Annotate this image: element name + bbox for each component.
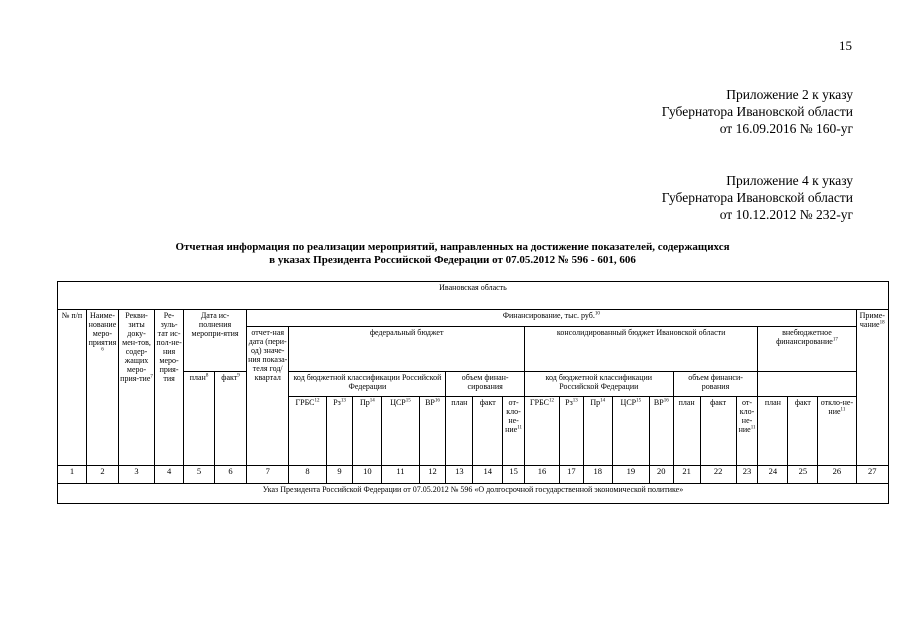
section-decree-row: Указ Президента Российской Федерации от 07.05.2012 № 596 «О долгосрочной государственной экономической политике» <box>58 484 889 504</box>
header-cons-rz: $Рз^{13}$ <box>560 397 584 466</box>
column-number: 16 <box>524 466 559 484</box>
header-cons-volume: объем финанси-рования <box>673 372 758 397</box>
header-num: № п/п <box>58 310 87 466</box>
header-fed-deviation: от-кло-не-ние$^{11}$ <box>503 397 525 466</box>
region-header: Ивановская область <box>58 282 889 310</box>
column-number: 22 <box>700 466 736 484</box>
appendix-2-line-2: Губернатора Ивановской области <box>661 190 853 205</box>
column-number: 18 <box>583 466 612 484</box>
appendix-1-line-3: от 16.09.2016 № 160-уг <box>719 121 853 136</box>
column-number: 1 <box>58 466 87 484</box>
header-date-fact: факт$^9$ <box>215 372 247 466</box>
header-name: Наиме-нование меро-приятия$^6$ <box>86 310 118 466</box>
header-fed-fact: факт <box>473 397 503 466</box>
appendix-1-line-1: Приложение 2 к указу <box>726 87 853 102</box>
appendix-block-1 <box>662 86 853 137</box>
column-number: 11 <box>382 466 419 484</box>
column-numbers-row <box>58 466 889 484</box>
header-note: Приме-чание$^{18}$ <box>856 310 888 466</box>
header-cons-budget-code: код бюджетной классификации Российской Федерации <box>524 372 673 397</box>
header-fed-pr: $Пр^{14}$ <box>353 397 382 466</box>
report-table <box>57 281 889 504</box>
header-date: Дата ис-полнения меропри-ятия <box>184 310 247 372</box>
header-extrabudget-spacer <box>758 372 856 397</box>
header-fed-grbs: ГРБС$^{12}$ <box>289 397 326 466</box>
column-number: 24 <box>758 466 788 484</box>
document-title-line-1: Отчетная информация по реализации мероприятий, направленных на достижение показателей, содержащихся <box>175 241 730 253</box>
header-cons-deviation: от-кло-не-ние$^{11}$ <box>736 397 758 466</box>
column-number: 3 <box>118 466 154 484</box>
page-number: 15 <box>839 38 852 53</box>
header-fed-rz: $Рз^{13}$ <box>326 397 353 466</box>
header-cons-plan: план <box>673 397 700 466</box>
document-title-line-2: в указах Президента Российской Федерации от 07.05.2012 № 596 - 601, 606 <box>269 254 636 266</box>
header-extra-deviation: откло-не-ние$^{11}$ <box>818 397 856 466</box>
appendix-2-line-3: от 10.12.2012 № 232-уг <box>719 207 853 222</box>
column-number: 25 <box>788 466 818 484</box>
header-report-date: отчет-ная дата (пери-од) значе-ния показа-теля год/ квартал <box>247 327 289 466</box>
column-number: 27 <box>856 466 888 484</box>
header-cons-vr: ВР$^{16}$ <box>649 397 673 466</box>
header-consolidated-budget: консолидированный бюджет Ивановской области <box>524 327 757 372</box>
header-financing: Финансирование, тыс. руб.$^{10}$ <box>247 310 856 327</box>
document-title <box>40 241 865 267</box>
header-fed-volume: объем финан-сирования <box>446 372 525 397</box>
column-number: 7 <box>247 466 289 484</box>
header-cons-grbs: ГРБС$^{12}$ <box>524 397 559 466</box>
column-number: 23 <box>736 466 758 484</box>
header-cons-csr: ЦСР$^{15}$ <box>612 397 649 466</box>
header-requisites: Рекви-зиты доку-мен-тов, содер-жащих меро-прия-тие$^7$ <box>118 310 154 466</box>
header-extra-plan: план <box>758 397 788 466</box>
header-result: Ре-зуль-тат ис-пол-не-ния меро-прия-тия <box>155 310 184 466</box>
column-number: 21 <box>673 466 700 484</box>
column-number: 9 <box>326 466 353 484</box>
header-extrabudget: внебюджетное финансирование$^{17}$ <box>758 327 856 372</box>
column-number: 26 <box>818 466 856 484</box>
header-date-plan: план$^8$ <box>184 372 215 466</box>
column-number: 15 <box>503 466 525 484</box>
column-number: 8 <box>289 466 326 484</box>
column-number: 12 <box>419 466 446 484</box>
column-number: 6 <box>215 466 247 484</box>
header-fed-csr: ЦСР$^{15}$ <box>382 397 419 466</box>
header-fed-budget-code: код бюджетной классификации Российской Федерации <box>289 372 446 397</box>
header-cons-fact: факт <box>700 397 736 466</box>
column-number: 20 <box>649 466 673 484</box>
appendix-block-2 <box>662 172 853 223</box>
column-number: 4 <box>155 466 184 484</box>
header-fed-vr: ВР$^{16}$ <box>419 397 446 466</box>
header-extra-fact: факт <box>788 397 818 466</box>
header-fed-plan: план <box>446 397 473 466</box>
column-number: 17 <box>560 466 584 484</box>
column-number: 19 <box>612 466 649 484</box>
column-number: 13 <box>446 466 473 484</box>
appendix-2-line-1: Приложение 4 к указу <box>726 173 853 188</box>
header-federal-budget: федеральный бюджет <box>289 327 525 372</box>
column-number: 2 <box>86 466 118 484</box>
column-number: 14 <box>473 466 503 484</box>
appendix-1-line-2: Губернатора Ивановской области <box>661 104 853 119</box>
column-number: 5 <box>184 466 215 484</box>
column-number: 10 <box>353 466 382 484</box>
header-cons-pr: $Пр^{14}$ <box>583 397 612 466</box>
